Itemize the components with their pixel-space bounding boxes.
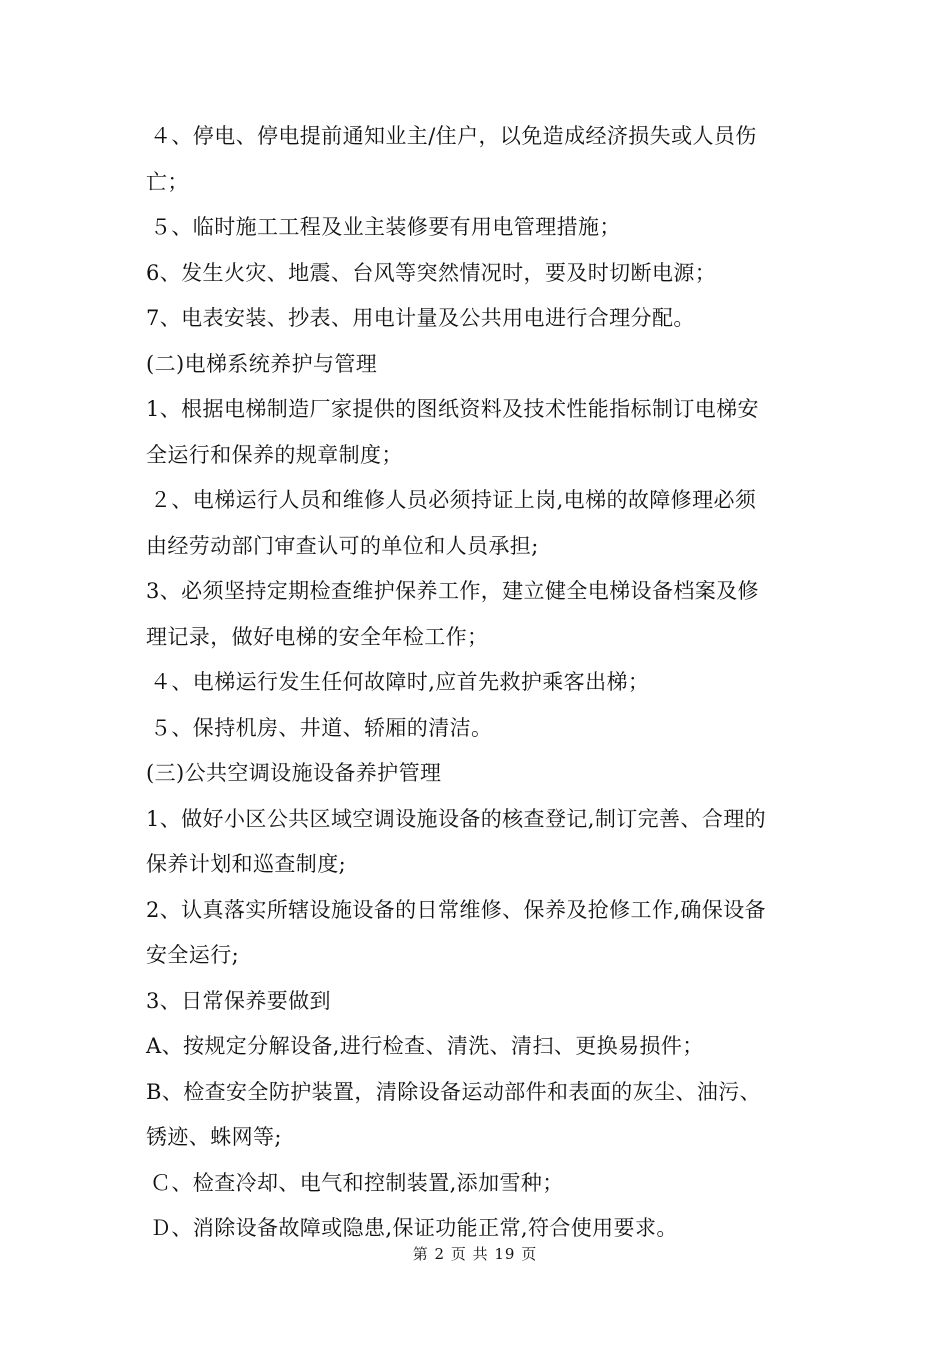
paragraph-line: Ｃ、检查冷却、电气和控制装置,添加雪种； [150,1170,564,1195]
paragraph-line: A、按规定分解设备,进行检查、清洗、清扫、更换易损件； [146,1034,704,1058]
paragraph-line: 6、发生火灾、地震、台风等突然情况时，要及时切断电源； [146,260,717,285]
page-number-footer: 第 2 页 共 19 页 [412,1245,538,1263]
paragraph-line: 7、电表安装、抄表、用电计量及公共用电进行合理分配。 [146,306,695,330]
paragraph-line: ４、停电、停电提前通知业主/住户，以免造成经济损失或人员伤 [150,124,757,148]
paragraph-line: Ｄ、消除设备故障或隐患,保证功能正常,符合使用要求。 [150,1216,678,1240]
paragraph-line: ４、电梯运行发生任何故障时,应首先救护乘客出梯； [150,670,650,694]
paragraph-line: ２、电梯运行人员和维修人员必须持证上岗,电梯的故障修理必须 [150,488,757,512]
document-body [146,114,806,1252]
paragraph-line: 2、认真落实所辖设施设备的日常维修、保养及抢修工作,确保设备 [146,897,767,922]
paragraph-line: 锈迹、蛛网等; [146,1125,282,1149]
paragraph-line: 保养计划和巡查制度; [146,852,347,876]
paragraph-line: B、检查安全防护装置，清除设备运动部件和表面的灰尘、油污、 [146,1079,762,1104]
paragraph-line: ５、临时施工工程及业主装修要有用电管理措施； [150,215,621,239]
paragraph-line: 1、做好小区公共区域空调设施设备的核查登记,制订完善、合理的 [146,806,767,831]
paragraph-line: ５、保持机房、井道、轿厢的清洁。 [150,715,493,740]
paragraph-line: 亡； [146,169,189,194]
section-heading: (三)公共空调设施设备养护管理 [146,761,442,785]
paragraph-line: 1、根据电梯制造厂家提供的图纸资料及技术性能指标制订电梯安 [146,397,759,421]
paragraph-line: 3、日常保养要做到 [146,988,331,1013]
paragraph-line: 由经劳动部门审查认可的单位和人员承担; [146,533,539,558]
paragraph-line: 安全运行; [146,943,240,967]
section-heading: (二)电梯系统养护与管理 [146,351,378,376]
paragraph-line: 全运行和保养的规章制度； [146,442,403,467]
paragraph-line: 理记录，做好电梯的安全年检工作； [146,624,489,649]
paragraph-line: 3、必须坚持定期检查维护保养工作，建立健全电梯设备档案及修 [146,579,759,603]
